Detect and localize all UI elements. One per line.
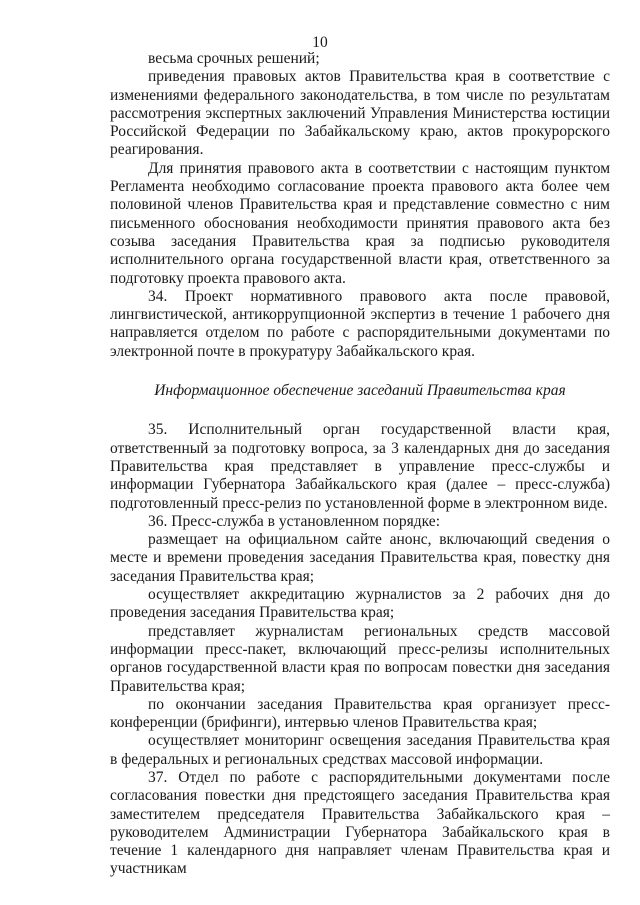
paragraph: 36. Пресс-служба в установленном порядке: xyxy=(148,512,440,530)
paragraph: по окончании заседания Правительства края организует пресс-конференции (брифинги), интервью членов Правительства края; xyxy=(110,695,610,732)
paragraph: Для принятия правового акта в соответствии с настоящим пунктом Регламента необходимо согласование проекта правового акта более чем половиной членов Правительства края и представление совместно с ним письменного обоснования необходимости принятия правового акта без созыва заседания Правительства края за подписью руководителя исполнительного органа государственной власти края, ответственного за подготовку проекта правового акта. xyxy=(110,159,610,287)
paragraph: 37. Отдел по работе с распорядительными документами после согласования повестки дня предстоящего заседания Правительства края заместителем председателя Правительства Забайкальского края – руководителем Администрации Губернатора Забайкальского края в течение 1 календарного дня направляет членам Правительства края и участникам xyxy=(110,768,610,878)
paragraph: осуществляет аккредитацию журналистов за 2 рабочих дня до проведения заседания Правительства края; xyxy=(110,586,610,622)
paragraph: размещает на официальном сайте анонс, включающий сведения о месте и времени проведения заседания Правительства края, повестку дня заседания Правительства края; xyxy=(110,531,610,585)
document-body xyxy=(110,50,610,879)
paragraph: весьма срочных решений; xyxy=(148,50,320,67)
paragraph: осуществляет мониторинг освещения заседания Правительства края в федеральных и региональных средствах массовой информации. xyxy=(110,732,610,768)
paragraph: приведения правовых актов Правительства края в соответствие с изменениями федерального законодательства, в том числе по результатам рассмотрения экспертных заключений Управления Министерства юстиции Российской Федерации по Забайкальскому краю, актов прокурорского реагирования. xyxy=(110,68,610,159)
section-heading: Информационное обеспечение заседаний Правительства края xyxy=(154,382,566,400)
paragraph: представляет журналистам региональных средств массовой информации пресс-пакет, включающий пресс-релизы исполнительных органов государственной власти края по вопросам повестки дня заседания Правительства края; xyxy=(110,622,610,695)
paragraph: 35. Исполнительный орган государственной власти края, ответственный за подготовку вопроса, за 3 календарных дня до заседания Правительства края представляет в управление пресс-службы и информации Губернатора Забайкальского края (далее – пресс-служба) подготовленный пресс-релиз по установленной форме в электронном виде. xyxy=(110,421,610,512)
page-number: 10 xyxy=(312,34,328,51)
paragraph: 34. Проект нормативного правового акта после правовой, лингвистической, антикоррупционной экспертиз в течение 1 рабочего дня направляется отделом по работе с распорядительными документами по электронной почте в прокуратуру Забайкальского края. xyxy=(110,287,610,360)
